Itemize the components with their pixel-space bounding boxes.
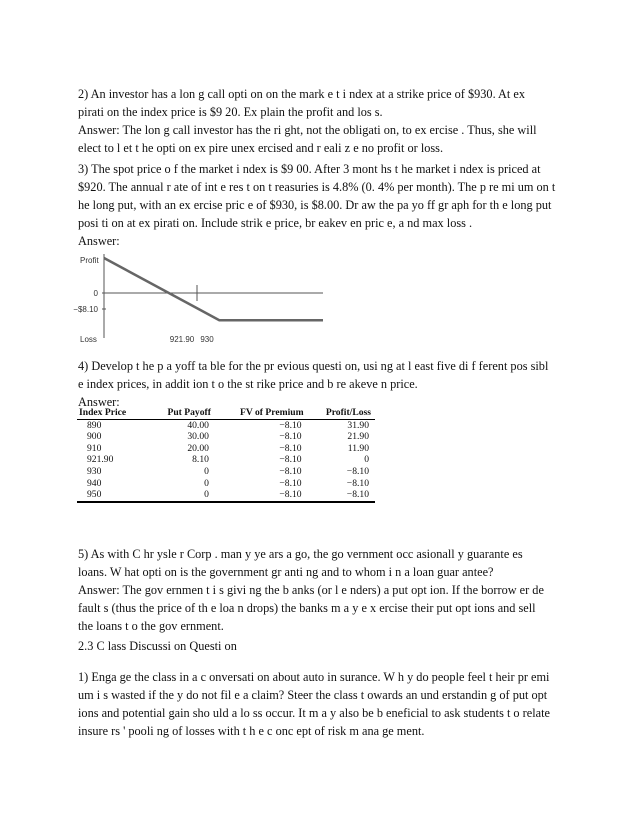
text-line: insure rs ' pooli ng of losses with t h e c onc ept of risk m ana ge ment. [78,724,425,738]
table-cell: 0 [204,465,209,477]
text-line: 4) Develop t he p a yoff ta ble for the pr evious questi on, usi ng at l east five di f ferent pos sibl [78,359,549,373]
text-line: Answer: The lon g call investor has the ri ght, not the obligati on, to ex ercise . Thus, she will [78,123,537,137]
table-cell: 921.90 [87,454,114,466]
table-cell: 910 [87,442,102,454]
table-cell: 31.90 [347,419,369,431]
text-line: 3) The spot price o f the market i ndex is $9 00. After 3 mont hs t he market i ndex is priced at [78,162,541,176]
text-line: fault s (thus the price of th e loa n drops) the banks m a y e x ercise their put opt ions and sell [78,601,536,615]
text-line: Answer: [78,395,120,409]
question-2-paragraph [78,85,558,157]
chart-payoff-line [104,258,323,320]
chart-x-tick-breakeven: 921.90 [169,335,195,344]
table-cell: −8.10 [279,419,302,431]
table-cell: 0 [364,454,369,466]
table-cell: 30.00 [187,431,209,443]
question-5-paragraph [78,545,558,635]
table-cell: −8.10 [308,489,375,502]
table-cell: −8.10 [279,454,302,466]
chart-y-tick-zero: 0 [93,289,98,298]
table-cell: −8.10 [279,465,302,477]
text-line: 5) As with C hr ysle r Corp . man y ye ars a go, the go vernment occ asionall y guarante es [78,547,523,561]
table-row [77,466,375,478]
text-line: elect to l et t he opti on ex pire unex ercised and r eali z e no profit or loss. [78,141,444,155]
table-cell: −8.10 [279,442,302,454]
table-row [77,454,375,466]
table-cell: 0 [204,477,209,489]
section-heading: 2.3 C lass Discussi on Questi on [78,639,237,653]
table-row [77,431,375,443]
text-line: 1) Enga ge the class in a c onversati on about auto in surance. W h y do people feel t heir pr emi [78,670,550,684]
text-line: $920. The annual r ate of int e res t on t reasuries is 4.8% (0. 4% per month). The p re mi um on t [78,180,556,194]
table-cell: 0 [150,489,215,502]
text-line: he long put, with an ex ercise pric e of $930, is $8.00. Dr aw the pa yo ff gr aph for th e long put [78,198,552,212]
text-line: 2) An investor has a lon g call opti on on the mark e t i ndex at a strike price of $930. At ex [78,87,526,101]
chart-y-tick-min: −$8.10 [73,305,98,314]
header-fv-premium: FV of Premium [215,407,308,419]
text-line: Answer: The gov ernmen t i s givi ng the b anks (or l e nders) a put opt ion. If the borrow er de [78,583,544,597]
table-cell: −8.10 [279,477,302,489]
question-4-paragraph [78,357,558,411]
header-profit-loss: Profit/Loss [308,407,375,419]
table-cell: 20.00 [187,442,209,454]
chart-loss-label: Loss [80,335,97,344]
text-line: um i s wasted if the y do not fil e a claim? Steer the class t owards an und erstandin g of put opt [78,688,548,702]
question-3-paragraph [78,160,558,250]
text-line: e index prices, in addit ion t o the st rike price and b re akeve n price. [78,377,418,391]
table-cell: 900 [87,431,102,443]
text-line: loans. W hat opti on is the government gr anti ng and to whom i n a loan guar antee? [78,565,494,579]
table-cell: 8.10 [192,454,209,466]
chart-x-tick-strike: 930 [200,335,214,344]
header-index-price: Index Price [77,407,150,419]
table-row [77,489,375,502]
table-cell: 940 [87,477,102,489]
table-cell: −8.10 [215,489,308,502]
table-row [77,419,375,431]
long-put-payoff-chart [73,250,338,350]
table-cell: −8.10 [346,465,369,477]
table-cell: 40.00 [187,419,209,431]
table-cell: 890 [87,419,102,431]
table-row [77,443,375,455]
chart-profit-label: Profit [80,256,99,265]
text-line: posi ti on at ex pirati on. Include strik e price, br eakev en pric e, a nd max loss . [78,216,473,230]
text-line: pirati on the index price is $9 20. Ex plain the profit and los s. [78,105,383,119]
table-cell: −8.10 [279,431,302,443]
discussion-question-paragraph [78,668,558,740]
table-cell: 930 [87,465,102,477]
table-cell: 11.90 [347,442,369,454]
payoff-table [77,407,375,503]
table-cell: 21.90 [347,431,369,443]
text-line: Answer: [78,234,120,248]
table-row [77,478,375,490]
table-cell: 950 [77,489,150,502]
table-header-row [77,407,375,419]
table-cell: −8.10 [346,477,369,489]
text-line: the loans t o the gov ernment. [78,619,224,633]
text-line: ions and potential gain sho uld a lo ss occur. It m a y also be b eneficial to ask students t o relate [78,706,550,720]
header-put-payoff: Put Payoff [150,407,215,419]
